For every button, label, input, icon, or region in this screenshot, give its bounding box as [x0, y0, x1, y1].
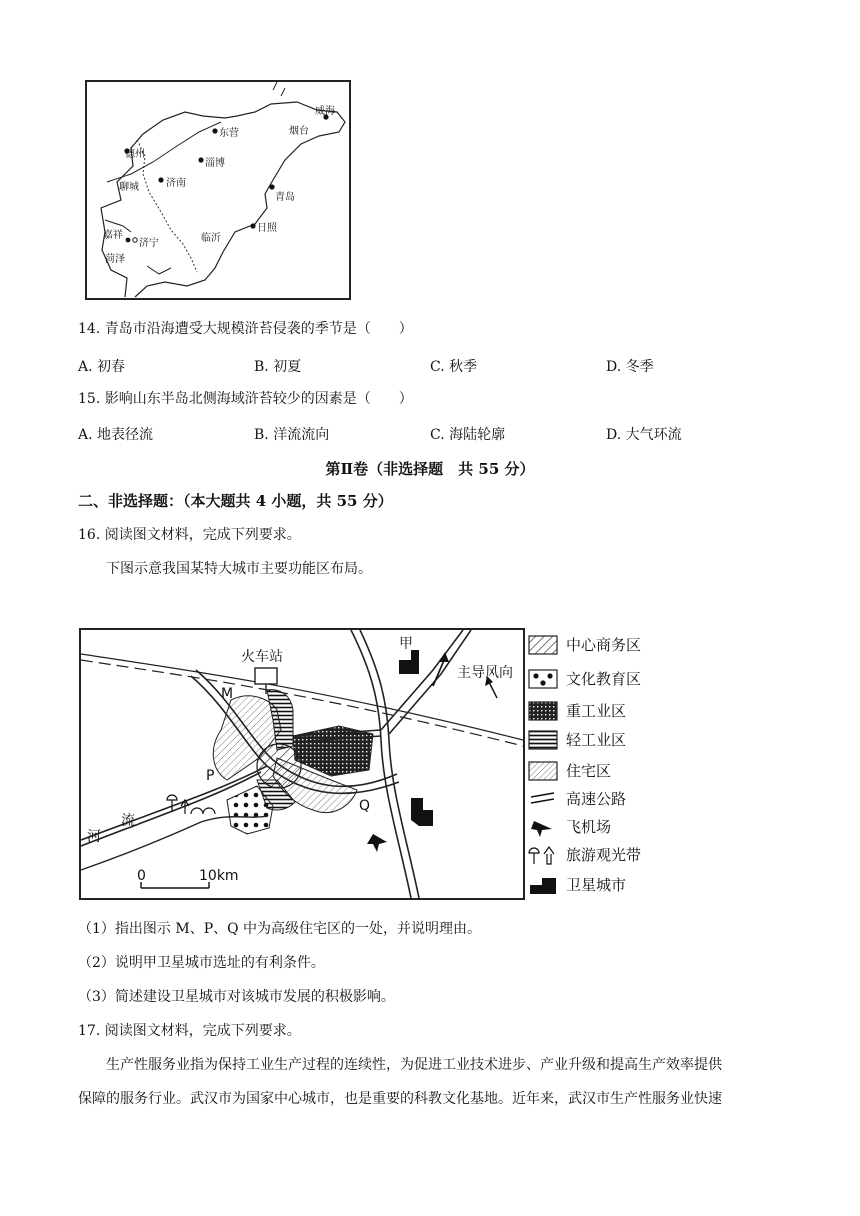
satellite-city-jia	[399, 650, 419, 674]
legend-cbd	[528, 634, 641, 655]
legend-highway-swatch	[528, 789, 558, 809]
q15-option-b[interactable]: B. 洋流流向	[254, 427, 330, 443]
q17-stem: 17. 阅读图文材料，完成下列要求。	[78, 1023, 301, 1039]
label-qingdao: 青岛	[275, 192, 295, 203]
q14-stem: 14. 青岛市沿海遭受大规模浒苔侵袭的季节是（ ）	[78, 321, 413, 337]
legend-residential	[528, 760, 611, 781]
airport-icon	[367, 834, 387, 852]
legend-culture-swatch	[528, 669, 558, 689]
legend-light	[528, 729, 626, 750]
label-heze: 菏泽	[105, 254, 125, 265]
label-dezhou: 德州	[125, 149, 145, 160]
q15-option-a[interactable]: A. 地表径流	[78, 427, 154, 443]
legend-heavy-swatch	[528, 701, 558, 721]
legend-cbd-label: 中心商务区	[566, 636, 642, 654]
label-liu: 流	[121, 813, 135, 829]
shandong-map	[85, 80, 351, 300]
label-linyi: 临沂	[201, 233, 221, 244]
q17-para-line1: 生产性服务业指为保持工业生产过程的连续性，为促进工业技术进步、产业升级和提高生产效率提供	[106, 1057, 722, 1073]
label-scale-10km: 10km	[199, 868, 239, 884]
legend-airport	[528, 816, 611, 837]
legend-cbd-swatch	[528, 635, 558, 655]
jiaxiang-dot	[133, 238, 137, 242]
label-Q: Q	[359, 798, 371, 814]
label-liaocheng: 聊城	[119, 182, 139, 193]
city-function-map	[79, 628, 525, 900]
label-wind: 主导风向	[457, 665, 513, 681]
legend-culture	[528, 668, 641, 689]
q14-option-a[interactable]: A. 初春	[78, 359, 126, 375]
legend-culture-label: 文化教育区	[566, 670, 642, 688]
legend-airport-label: 飞机场	[566, 818, 612, 836]
legend-tourism	[528, 844, 641, 865]
q16-sub3: （3）简述建设卫星城市对该城市发展的积极影响。	[78, 989, 395, 1005]
legend-heavy	[528, 700, 626, 721]
label-rizhao: 日照	[257, 223, 277, 234]
q17-para-line2: 保障的服务行业。武汉市为国家中心城市，也是重要的科教文化基地。近年来，武汉市生产性服务业快速	[78, 1091, 722, 1107]
label-dongying: 东营	[219, 128, 239, 139]
satellite-city-south	[411, 798, 433, 826]
airport-legend-icon	[528, 817, 558, 837]
tourism-legend-icon	[528, 845, 558, 865]
rizhao-dot	[250, 223, 255, 228]
q14-option-d[interactable]: D. 冬季	[606, 359, 654, 375]
q16-stem: 16. 阅读图文材料，完成下列要求。	[78, 527, 301, 543]
label-scale-0: 0	[137, 868, 146, 884]
label-he: 河	[87, 829, 101, 845]
legend-light-label: 轻工业区	[566, 731, 627, 749]
q16-intro: 下图示意我国某特大城市主要功能区布局。	[106, 561, 372, 577]
legend-highway	[528, 788, 626, 809]
label-zibo: 淄博	[205, 158, 225, 169]
label-M: M	[221, 686, 234, 702]
label-weihai: 威海	[315, 106, 335, 117]
label-jining: 济宁	[139, 238, 159, 249]
dongying-dot	[212, 128, 217, 133]
legend-satellite	[528, 874, 626, 895]
label-jinan: 济南	[166, 178, 186, 189]
map-legend	[528, 634, 668, 894]
q16-sub1: （1）指出图示 M、P、Q 中为高级住宅区的一处，并说明理由。	[78, 921, 482, 937]
section-heading: 二、非选择题：（本大题共 4 小题，共 55 分）	[78, 492, 393, 510]
label-station: 火车站	[241, 649, 283, 665]
label-yantai: 烟台	[289, 126, 309, 137]
q15-stem: 15. 影响山东半岛北侧海域浒苔较少的因素是（ ）	[78, 391, 413, 407]
legend-residential-label: 住宅区	[566, 762, 612, 780]
zibo-dot	[198, 157, 203, 162]
q14-option-c[interactable]: C. 秋季	[430, 359, 478, 375]
section-title: 第Ⅱ卷（非选择题 共 55 分）	[325, 460, 535, 478]
q16-sub2: （2）说明甲卫星城市选址的有利条件。	[78, 955, 325, 971]
jinan-dot	[158, 177, 163, 182]
q15-option-d[interactable]: D. 大气环流	[606, 427, 682, 443]
legend-satellite-label: 卫星城市	[566, 876, 627, 894]
legend-heavy-label: 重工业区	[566, 702, 627, 720]
q15-option-c[interactable]: C. 海陆轮廓	[430, 427, 506, 443]
legend-highway-label: 高速公路	[566, 790, 627, 808]
legend-light-swatch	[528, 730, 558, 750]
legend-residential-swatch	[528, 761, 558, 781]
label-jia: 甲	[399, 636, 413, 652]
qingdao-dot	[269, 184, 274, 189]
label-jiaxiang: 嘉祥	[103, 230, 123, 241]
label-P: P	[206, 768, 215, 784]
legend-tourism-label: 旅游观光带	[566, 846, 642, 864]
satellite-legend-icon	[528, 875, 558, 895]
q14-option-b[interactable]: B. 初夏	[254, 359, 302, 375]
jining-dot	[126, 238, 131, 243]
